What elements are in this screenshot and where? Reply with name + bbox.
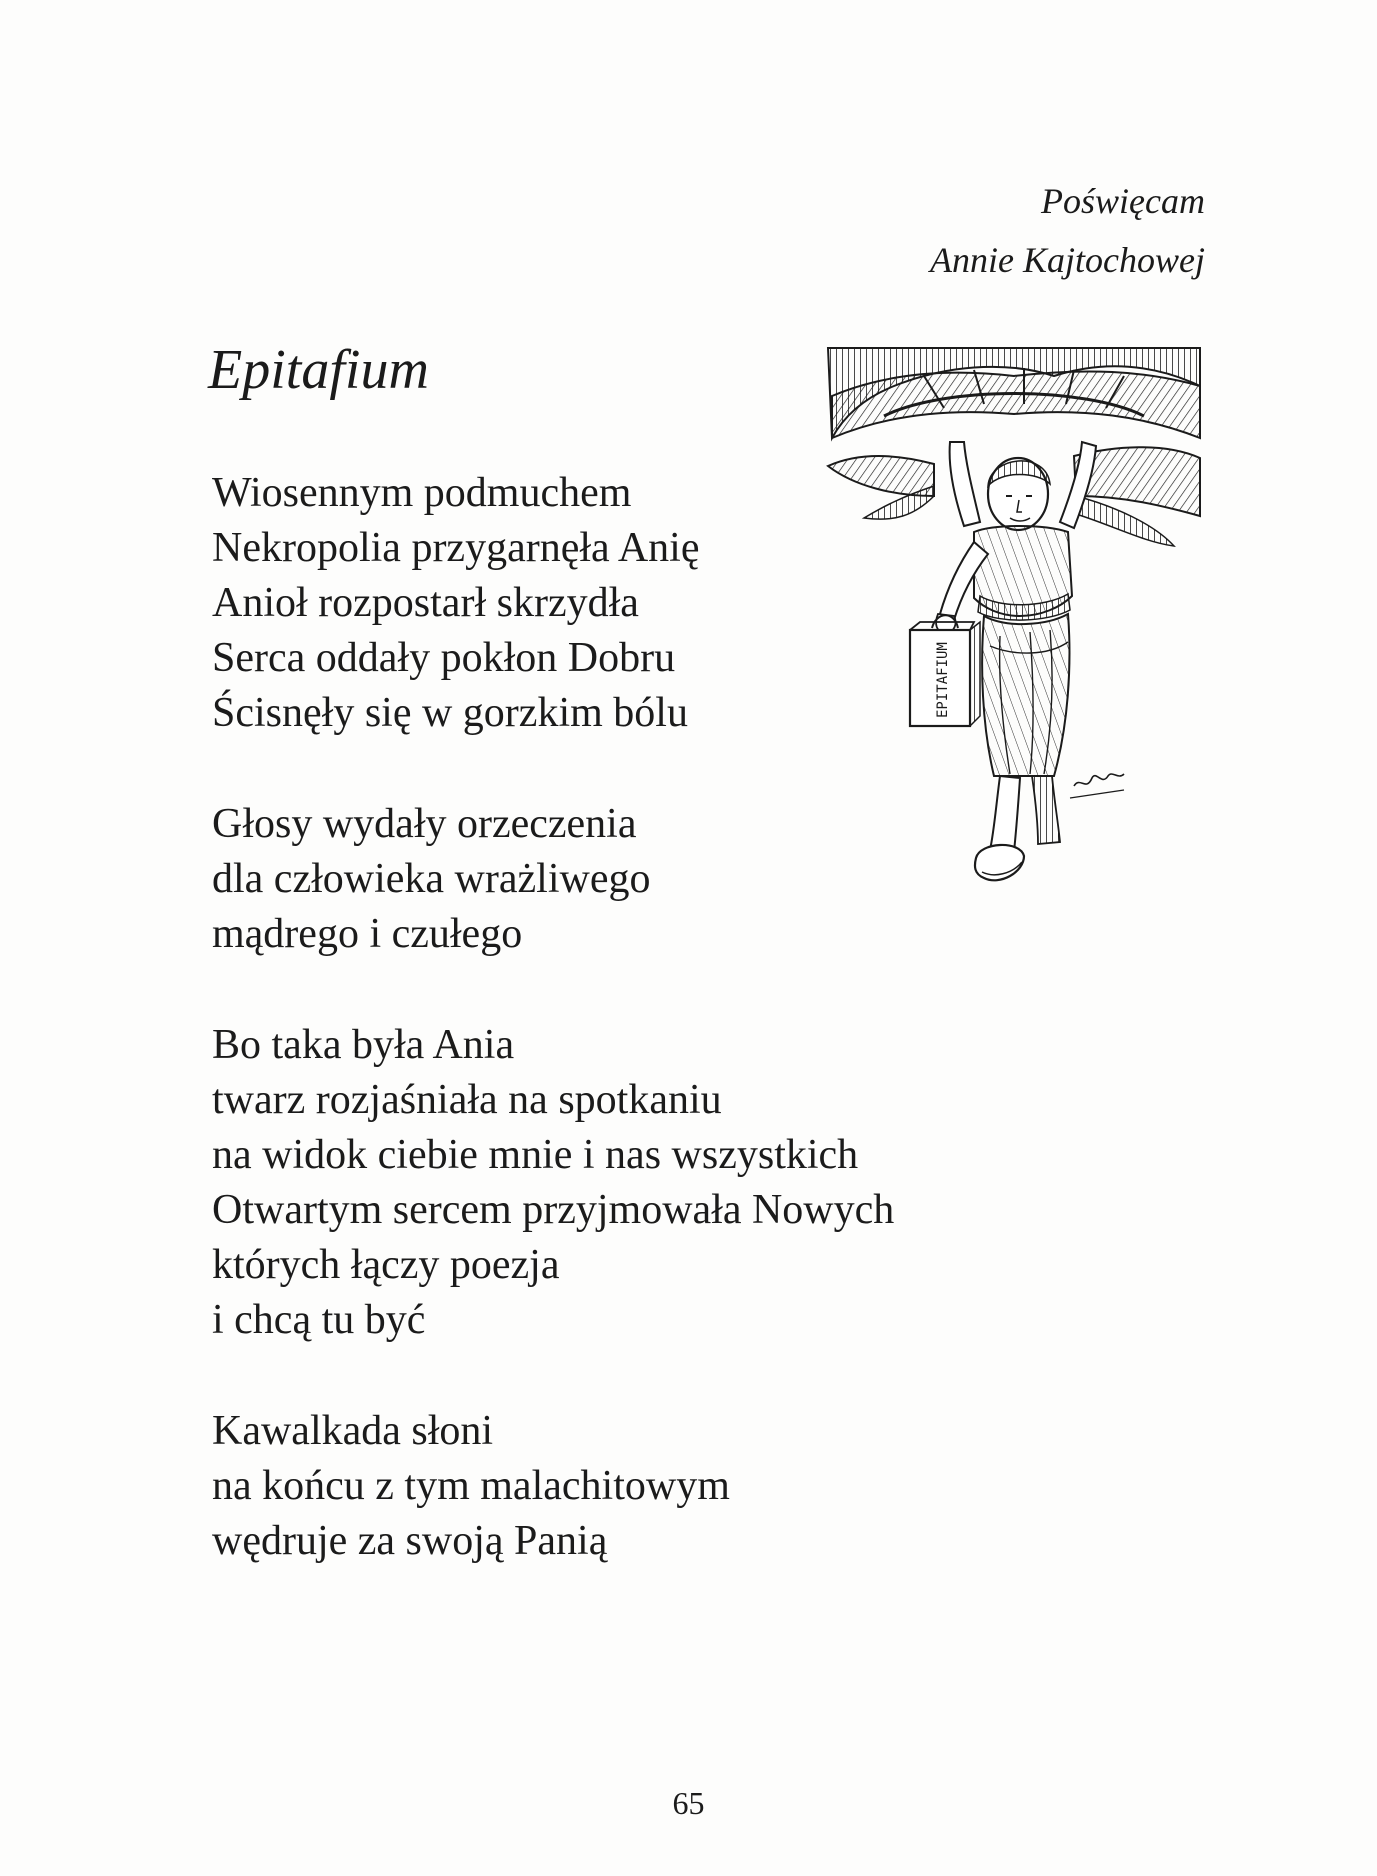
poem-line: których łączy poezja: [212, 1242, 560, 1288]
poem-line: Nekropolia przygarnęła Anię: [212, 525, 700, 571]
dedication: [930, 172, 1205, 290]
poem-line: Serca oddały pokłon Dobru: [212, 635, 676, 681]
dedication-line: Annie Kajtochowej: [930, 240, 1205, 280]
poem-line: na końcu z tym malachitowym: [212, 1463, 730, 1509]
stanza: [212, 797, 894, 962]
poem-line: Kawalkada słoni: [212, 1408, 494, 1454]
poem-line: Otwartym sercem przyjmowała Nowych: [212, 1187, 895, 1233]
poem-title: Epitafium: [208, 339, 429, 401]
poem-line: dla człowieka wrażliwego: [212, 856, 651, 902]
poem-line: Bo taka była Ania: [212, 1022, 515, 1068]
poem-line: Ścisnęły się w gorzkim bólu: [212, 690, 688, 736]
poem-line: mądrego i czułego: [212, 911, 523, 957]
dedication-line: Poświęcam: [1041, 181, 1205, 221]
poem-line: i chcą tu być: [212, 1297, 426, 1343]
poem-body: [212, 466, 894, 1569]
bag-label: EPITAFIUM: [935, 642, 951, 718]
angel-illustration: [824, 346, 1204, 898]
stanza: [212, 466, 894, 741]
poem-line: na widok ciebie mnie i nas wszystkich: [212, 1132, 859, 1178]
poem-line: Wiosennym podmuchem: [212, 470, 632, 516]
stanza: [212, 1018, 894, 1348]
poem-line: Głosy wydały orzeczenia: [212, 801, 637, 847]
stanza: [212, 1404, 894, 1569]
poem-line: twarz rozjaśniała na spotkaniu: [212, 1077, 722, 1123]
poem-line: wędruje za swoją Panią: [212, 1518, 608, 1564]
page-number: 65: [672, 1785, 705, 1821]
poem-line: Anioł rozpostarł skrzydła: [212, 580, 639, 626]
